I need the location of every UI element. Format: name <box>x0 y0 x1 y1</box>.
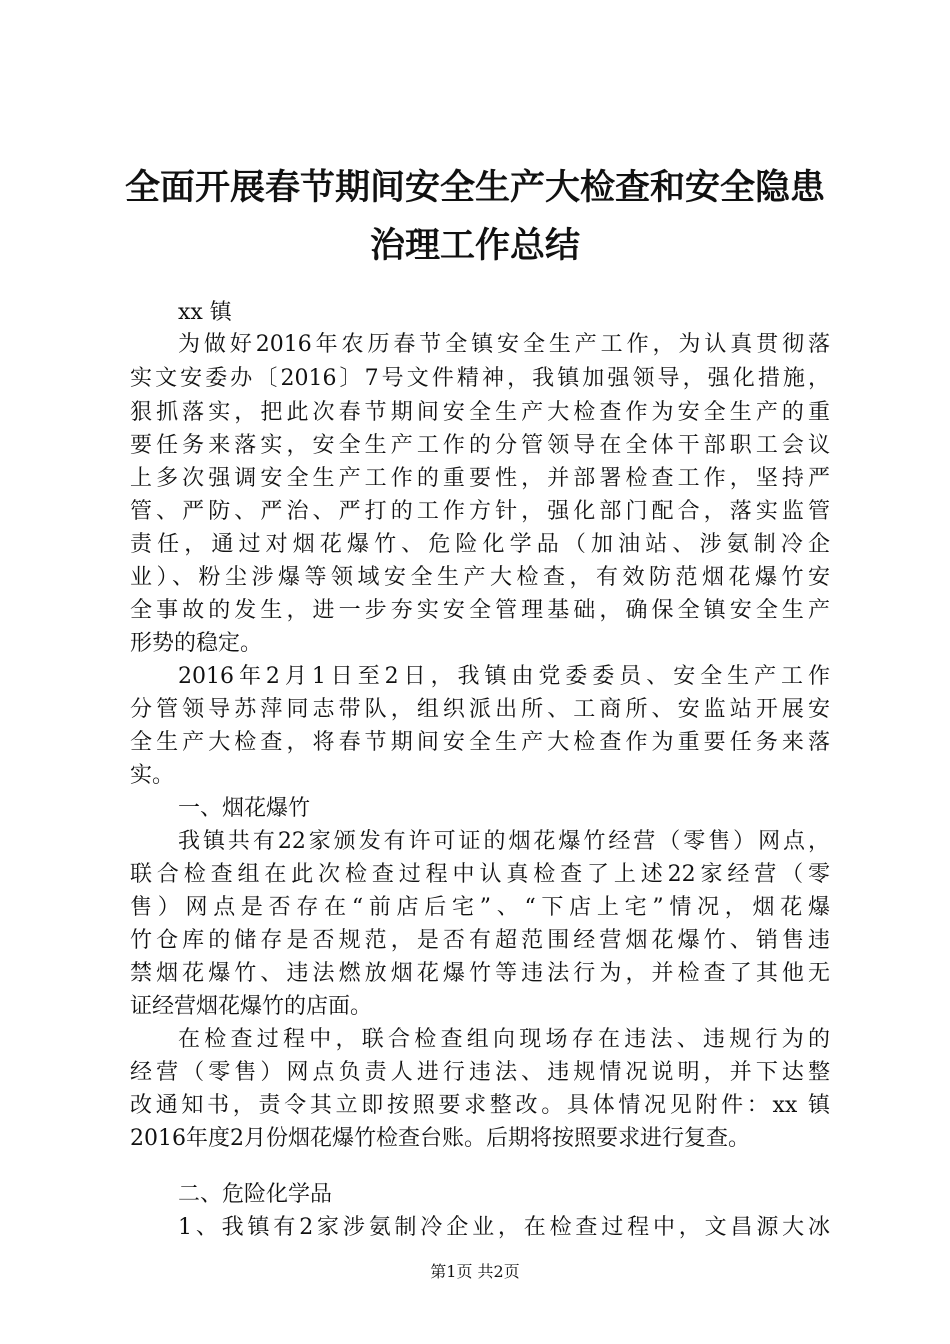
paragraph-line: 改通知书，责令其立即按照要求整改。具体情况见附件：xx 镇 <box>130 1093 830 1118</box>
section-heading: 一、烟花爆竹 <box>178 796 311 821</box>
paragraph-line: 全生产大检查，将春节期间安全生产大检查作为重要任务来落 <box>130 730 830 755</box>
paragraph-line: 为做好2016年农历春节全镇安全生产工作，为认真贯彻落 <box>178 332 830 357</box>
paragraph-line: 业）、粉尘涉爆等领域安全生产大检查，有效防范烟花爆竹安 <box>130 565 830 590</box>
paragraph-line: 2016年2月1日至2日，我镇由党委委员、安全生产工作 <box>178 664 830 689</box>
page-footer <box>0 1262 950 1282</box>
paragraph-line: 实文安委办〔2016〕7号文件精神，我镇加强领导，强化措施， <box>130 366 830 391</box>
paragraph-line: 联合检查组在此次检查过程中认真检查了上述22家经营（零 <box>130 862 830 887</box>
paragraph-line: 2016年度2月份烟花爆竹检查台账。后期将按照要求进行复查。 <box>130 1126 750 1151</box>
author-line: xx 镇 <box>178 300 232 325</box>
paragraph-line: 在检查过程中，联合检查组向现场存在违法、违规行为的 <box>178 1027 830 1052</box>
paragraph-line: 要任务来落实，安全生产工作的分管领导在全体干部职工会议 <box>130 433 830 458</box>
paragraph-line: 售）网点是否存在“前店后宅”、“下店上宅”情况，烟花爆 <box>130 895 830 920</box>
paragraph-line: 我镇共有22家颁发有许可证的烟花爆竹经营（零售）网点， <box>178 829 830 854</box>
paragraph-line: 责任，通过对烟花爆竹、危险化学品（加油站、涉氨制冷企 <box>130 532 830 557</box>
paragraph-line: 管、严防、严治、严打的工作方针，强化部门配合，落实监管 <box>130 499 830 524</box>
paragraph-line: 证经营烟花爆竹的店面。 <box>130 994 373 1019</box>
paragraph-line: 禁烟花爆竹、违法燃放烟花爆竹等违法行为，并检查了其他无 <box>130 961 830 986</box>
page-indicator: 第1页 共2页 <box>430 1262 520 1281</box>
paragraph-line: 上多次强调安全生产工作的重要性，并部署检查工作，坚持严 <box>130 466 830 491</box>
paragraph-line: 竹仓库的储存是否规范，是否有超范围经营烟花爆竹、销售违 <box>130 928 830 953</box>
paragraph-line: 1、我镇有2家涉氨制冷企业，在检查过程中，文昌源大冰 <box>178 1215 830 1240</box>
paragraph-line: 形势的稳定。 <box>130 631 263 656</box>
paragraph-line: 分管领导苏萍同志带队，组织派出所、工商所、安监站开展安 <box>130 697 830 722</box>
document-title-line-2: 治理工作总结 <box>369 226 580 266</box>
paragraph-line: 实。 <box>130 763 175 788</box>
paragraph-line: 狠抓落实，把此次春节期间安全生产大检查作为安全生产的重 <box>130 400 830 425</box>
document-title-line-1: 全面开展春节期间安全生产大检查和安全隐患 <box>124 168 825 208</box>
section-heading: 二、危险化学品 <box>178 1182 333 1207</box>
paragraph-line: 全事故的发生，进一步夯实安全管理基础，确保全镇安全生产 <box>130 598 830 623</box>
paragraph-line: 经营（零售）网点负责人进行违法、违规情况说明，并下达整 <box>130 1060 830 1085</box>
